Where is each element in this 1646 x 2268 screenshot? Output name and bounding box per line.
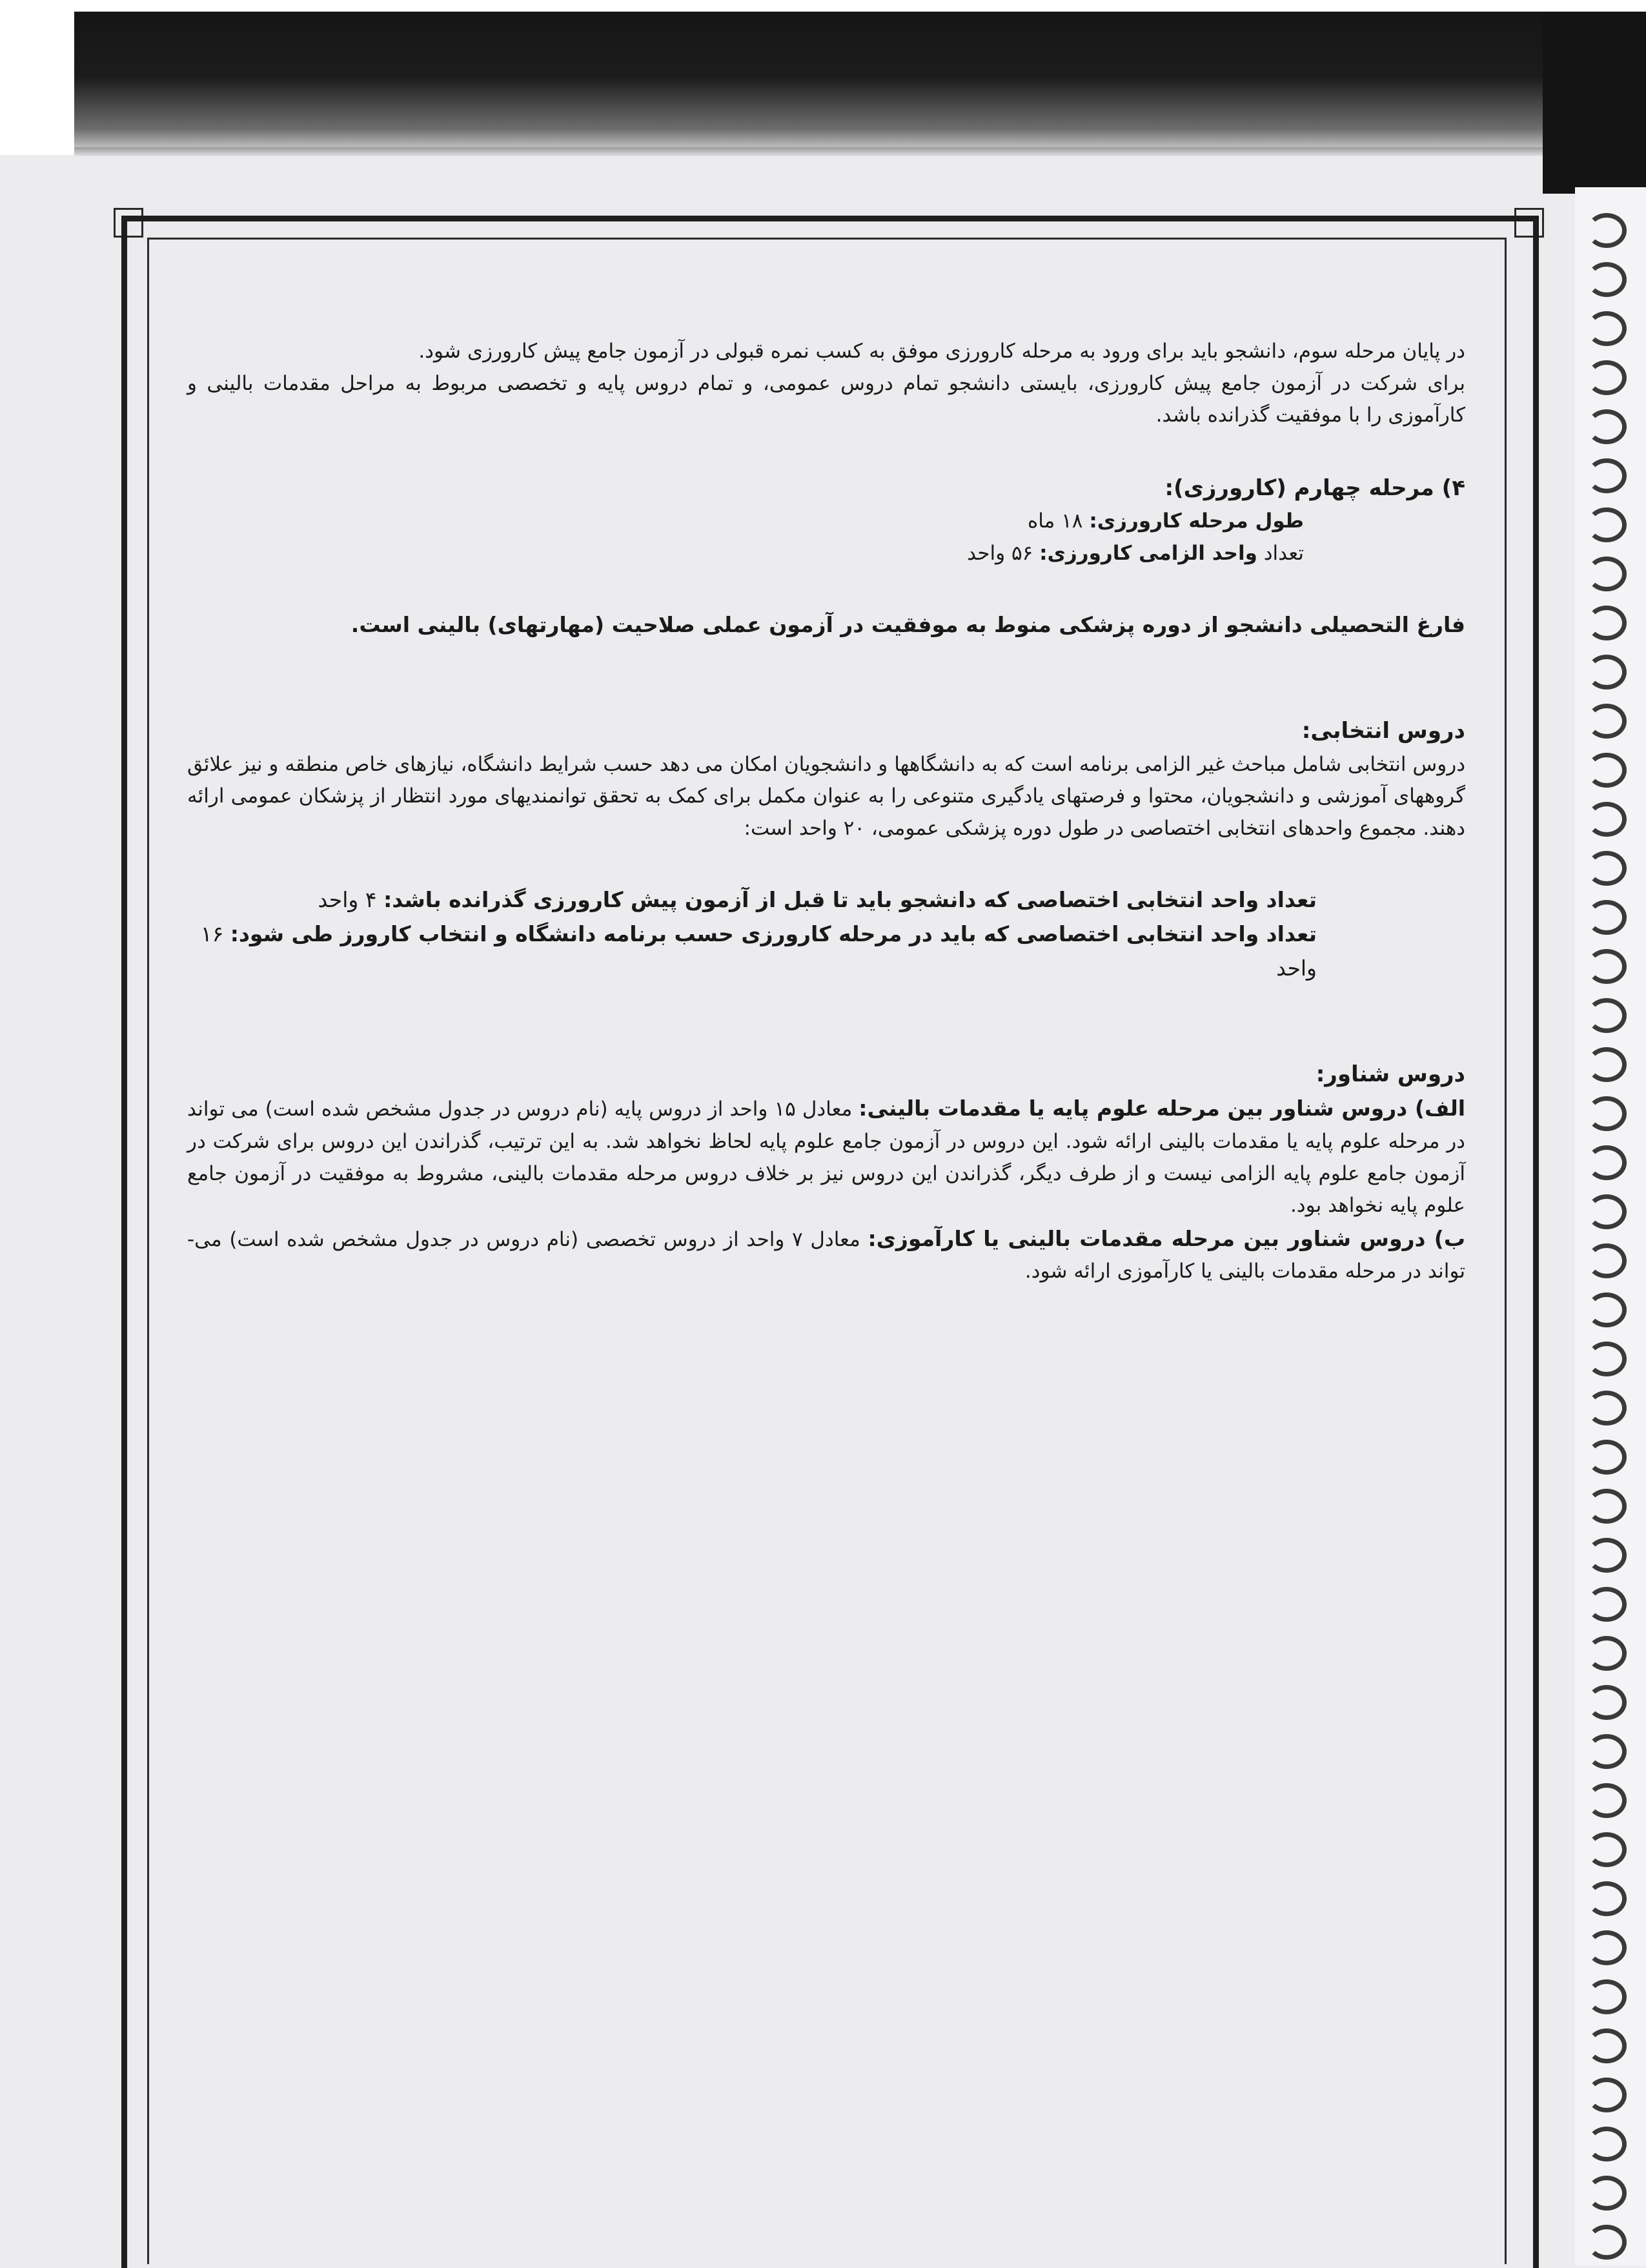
binding-ring: [1587, 900, 1627, 935]
electives-item-1-label: تعداد واحد انتخابی اختصاصی که دانشجو باید تا قبل از آزمون پیش کارورزی گذرانده باشد:: [383, 887, 1317, 913]
floating-item-b-label: ب) دروس شناور بین مرحله مقدمات بالینی یا کارآموزی:: [868, 1225, 1465, 1251]
stage4-units: [187, 538, 1465, 570]
stage4-duration: [187, 506, 1465, 538]
binding-ring: [1587, 851, 1627, 886]
stage4-heading: ۴) مرحله چهارم (کارورزی):: [1164, 475, 1465, 501]
binding-ring: [1587, 1881, 1627, 1916]
binding-ring: [1587, 1979, 1627, 2014]
scan-top-left-margin: [0, 12, 74, 155]
floating-item-a: [187, 1092, 1465, 1222]
binding-ring: [1587, 311, 1627, 346]
stage4-units-label: واحد الزامی کارورزی:: [1039, 541, 1257, 565]
binding-ring: [1587, 1489, 1627, 1524]
binding-ring: [1587, 1587, 1627, 1622]
binding-ring: [1587, 2127, 1627, 2161]
floating-item-b-text: معادل ۷ واحد از دروس تخصصی (نام دروس در جدول مشخص شده است) می-تواند در مرحله مقدمات بالینی یا کارآموزی ارائه شود.: [187, 1227, 1465, 1283]
binding-ring: [1587, 507, 1627, 542]
binding-ring: [1587, 360, 1627, 395]
binding-ring: [1587, 1243, 1627, 1278]
stage4-units-prefix: تعداد: [1263, 541, 1304, 565]
binding-ring: [1587, 1734, 1627, 1769]
binding-ring: [1587, 1685, 1627, 1720]
binding-ring: [1587, 409, 1627, 444]
electives-body: دروس انتخابی شامل مباحث غیر الزامی برنامه است که به دانشگاهها و دانشجویان امکان می دهد حسب شرایط دانشگاه، نیازهای خاص منطقه و نیز علائق گروههای آموزشی و دانشجویان، محتوا و فرصتهای یادگیری متنوعی را به عنوان مکمل برای کمک به تحقق توانمندیهای مورد انتظار از پزشکان عمومی ارائه دهند. مجموع واحدهای انتخابی اختصاصی در طول دوره پزشکی عمومی، ۲۰ واحد است:: [187, 752, 1465, 840]
binding-ring: [1587, 262, 1627, 297]
binding-ring: [1587, 213, 1627, 248]
binding-ring: [1587, 2078, 1627, 2112]
binding-ring: [1587, 1342, 1627, 1376]
graduation-note: فارغ التحصیلی دانشجو از دوره پزشکی منوط به موفقیت در آزمون عملی صلاحیت (مهارتهای) بالینی است.: [351, 612, 1465, 638]
binding-ring: [1587, 1930, 1627, 1965]
floating-item-a-text: معادل ۱۵ واحد از دروس پایه (نام دروس در جدول مشخص شده است) می تواند در مرحله علوم پایه یا مقدمات بالینی ارائه شود. این دروس در آزمون جامع علوم پایه لحاظ نخواهد شد. به این ترتیب، گذراندن این دروس برای شرکت در آزمون جامع علوم پایه الزامی نیست و از طرف دیگر، گذراندن این دروس نیز بر خلاف دروس مرحله مقدمات بالینی، مشروط به موفقیت در آزمون جامع علوم پایه نخواهد بود.: [187, 1098, 1465, 1218]
binding-ring: [1587, 1636, 1627, 1671]
binding-ring: [1587, 1391, 1627, 1425]
document-body: [187, 336, 1465, 1288]
electives-item-1-value: ۴ واحد: [318, 887, 377, 913]
binding-ring: [1587, 1096, 1627, 1131]
binding-ring: [1587, 802, 1627, 837]
electives-heading: دروس انتخابی:: [1301, 718, 1465, 744]
binding-ring: [1587, 998, 1627, 1033]
scan-top-band: [0, 0, 1646, 194]
binding-ring: [1587, 606, 1627, 640]
binding-ring: [1587, 1538, 1627, 1573]
binding-ring: [1587, 1783, 1627, 1818]
electives-item-2-value: ۱۶ واحد: [200, 921, 1317, 981]
binding-ring: [1587, 753, 1627, 788]
page-edge-shadow: [74, 147, 1543, 156]
binding-ring: [1587, 1292, 1627, 1327]
scan-top-right-shadow: [1543, 12, 1646, 194]
stage4-units-value: ۵۶ واحد: [967, 541, 1033, 565]
stage4-duration-value: ۱۸ ماه: [1027, 509, 1083, 533]
electives-item-2: [187, 917, 1465, 986]
spiral-binding: [1575, 187, 1646, 2266]
binding-ring: [1587, 2176, 1627, 2211]
electives-item-2-label: تعداد واحد انتخابی اختصاصی که باید در مرحله کارورزی حسب برنامه دانشگاه و انتخاب کارورز طی شود:: [230, 921, 1317, 947]
floating-heading: دروس شناور:: [1316, 1061, 1465, 1087]
binding-ring: [1587, 949, 1627, 984]
binding-ring: [1587, 557, 1627, 591]
binding-ring: [1587, 2225, 1627, 2260]
binding-ring: [1587, 1047, 1627, 1082]
binding-ring: [1587, 1194, 1627, 1229]
stage4-duration-label: طول مرحله کارورزی:: [1089, 509, 1304, 533]
binding-ring: [1587, 704, 1627, 739]
floating-item-a-label: الف) دروس شناور بین مرحله علوم پایه یا مقدمات بالینی:: [859, 1096, 1466, 1121]
binding-ring: [1587, 1145, 1627, 1180]
electives-item-1: [187, 883, 1465, 917]
binding-ring: [1587, 458, 1627, 493]
binding-ring: [1587, 1440, 1627, 1475]
intro-paragraph-2: برای شرکت در آزمون جامع پیش کارورزی، بایستی دانشجو تمام دروس عمومی، و تمام دروس پایه و تخصصی مربوط به مراحل مقدمات بالینی و کارآموزی را با موفقیت گذرانده باشد.: [187, 371, 1465, 427]
floating-item-b: [187, 1222, 1465, 1288]
intro-paragraph-1: در پایان مرحله سوم، دانشجو باید برای ورود به مرحله کارورزی موفق به کسب نمره قبولی در آزمون جامع پیش کارورزی شود.: [418, 340, 1465, 363]
binding-ring: [1587, 1832, 1627, 1867]
binding-ring: [1587, 2028, 1627, 2063]
binding-ring: [1587, 655, 1627, 690]
